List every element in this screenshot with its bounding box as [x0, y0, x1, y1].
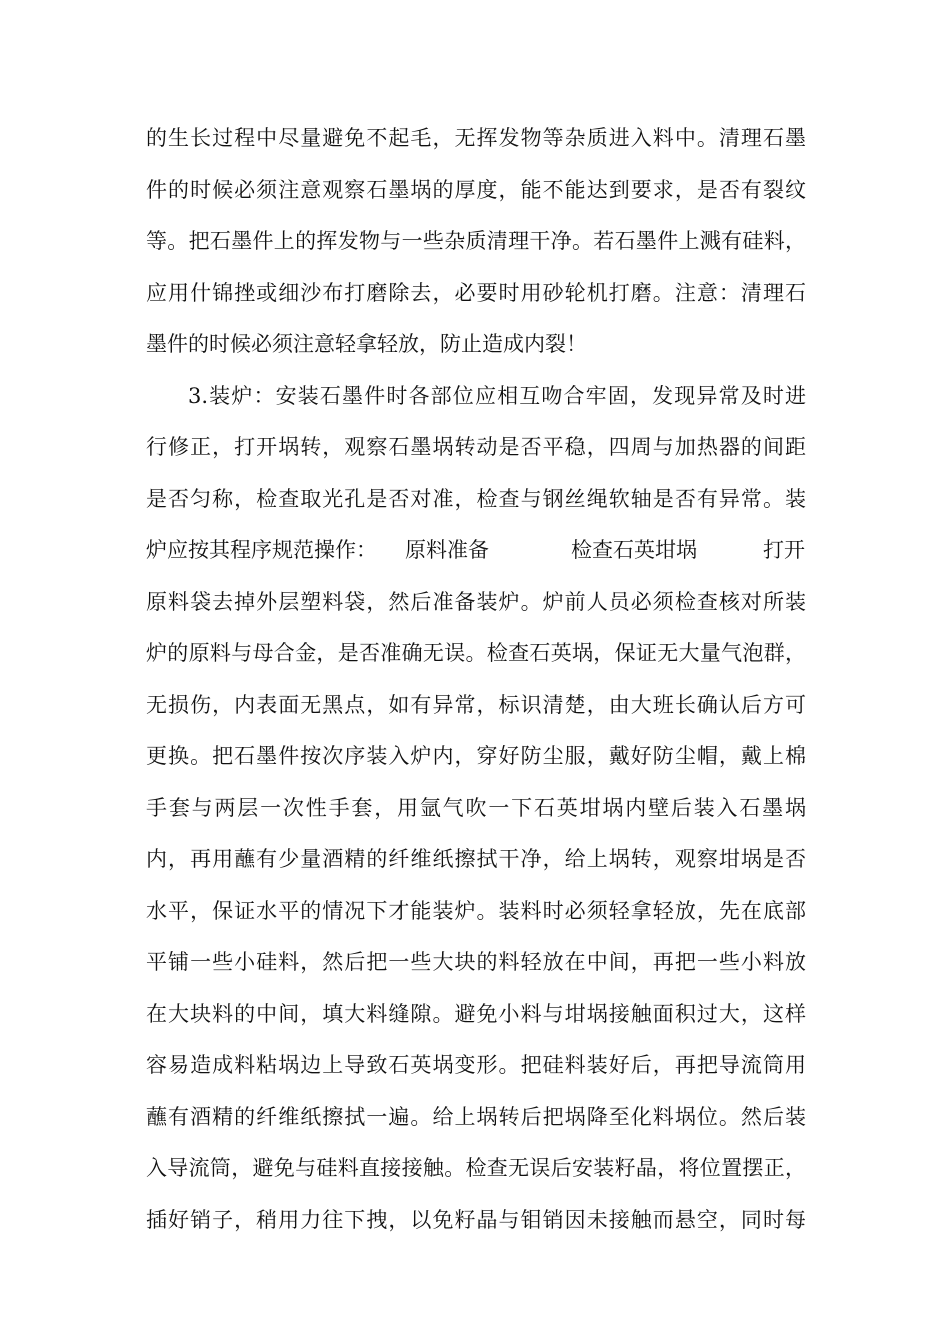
flow-step-raw-material: 原料准备	[405, 538, 489, 562]
paragraph-line: 件的时候必须注意观察石墨埚的厚度，能不能达到要求，是否有裂纹	[146, 177, 806, 202]
paragraph-line: 更换。把石墨件按次序装入炉内，穿好防尘服，戴好防尘帽，戴上棉	[146, 744, 806, 768]
procedure-flow-row	[146, 525, 806, 577]
paragraph-line: 水平，保证水平的情况下才能装炉。装料时必须轻拿轻放，先在底部	[146, 898, 806, 923]
paragraph-line: 行修正，打开埚转，观察石墨埚转动是否平稳，四周与加热器的间距	[146, 435, 806, 459]
paragraph-line: 的生长过程中尽量避免不起毛，无挥发物等杂质进入料中。清理石墨	[146, 126, 806, 150]
flow-step-check-crucible: 检查石英坩埚	[571, 538, 697, 562]
paragraph-line: 应用什锦挫或细沙布打磨除去，必要时用砂轮机打磨。注意：清理石	[146, 280, 806, 305]
paragraph-line: 平铺一些小硅料，然后把一些大块的料轻放在中间，再把一些小料放	[146, 950, 806, 974]
paragraph-line: 炉的原料与母合金，是否准确无误。检查石英埚，保证无大量气泡群，	[146, 641, 806, 665]
paragraph-line: 原料袋去掉外层塑料袋，然后准备装炉。炉前人员必须检查核对所装	[146, 589, 806, 614]
section-heading-line: 3.装炉：安装石墨件时各部位应相互吻合牢固，发现异常及时进	[188, 383, 806, 408]
paragraph-line: 插好销子，稍用力往下拽，以免籽晶与钼销因未接触而悬空，同时每	[146, 1207, 806, 1232]
flow-step-open: 打开	[763, 538, 805, 562]
paragraph-line: 无损伤，内表面无黑点，如有异常，标识清楚，由大班长确认后方可	[146, 692, 806, 717]
flow-lead-text: 炉应按其程序规范操作：	[146, 538, 377, 562]
paragraph-line: 蘸有酒精的纤维纸擦拭一遍。给上埚转后把埚降至化料埚位。然后装	[146, 1104, 806, 1129]
paragraph-line: 在大块料的中间，填大料缝隙。避免小料与坩埚接触面积过大，这样	[146, 1001, 806, 1026]
paragraph-line: 内，再用蘸有少量酒精的纤维纸擦拭干净，给上埚转，观察坩埚是否	[146, 847, 806, 871]
paragraph-line: 入导流筒，避免与硅料直接接触。检查无误后安装籽晶，将位置摆正，	[146, 1156, 806, 1180]
paragraph-line: 墨件的时候必须注意轻拿轻放，防止造成内裂！	[146, 332, 587, 356]
paragraph-line: 手套与两层一次性手套，用氩气吹一下石英坩埚内壁后装入石墨埚	[146, 795, 806, 820]
paragraph-line: 容易造成料粘埚边上导致石英埚变形。把硅料装好后，再把导流筒用	[146, 1053, 806, 1077]
document-body	[146, 113, 806, 1246]
paragraph-line: 等。把石墨件上的挥发物与一些杂质清理干净。若石墨件上溅有硅料，	[146, 229, 806, 253]
paragraph-line: 是否匀称，检查取光孔是否对准，检查与钢丝绳软轴是否有异常。装	[146, 486, 806, 511]
